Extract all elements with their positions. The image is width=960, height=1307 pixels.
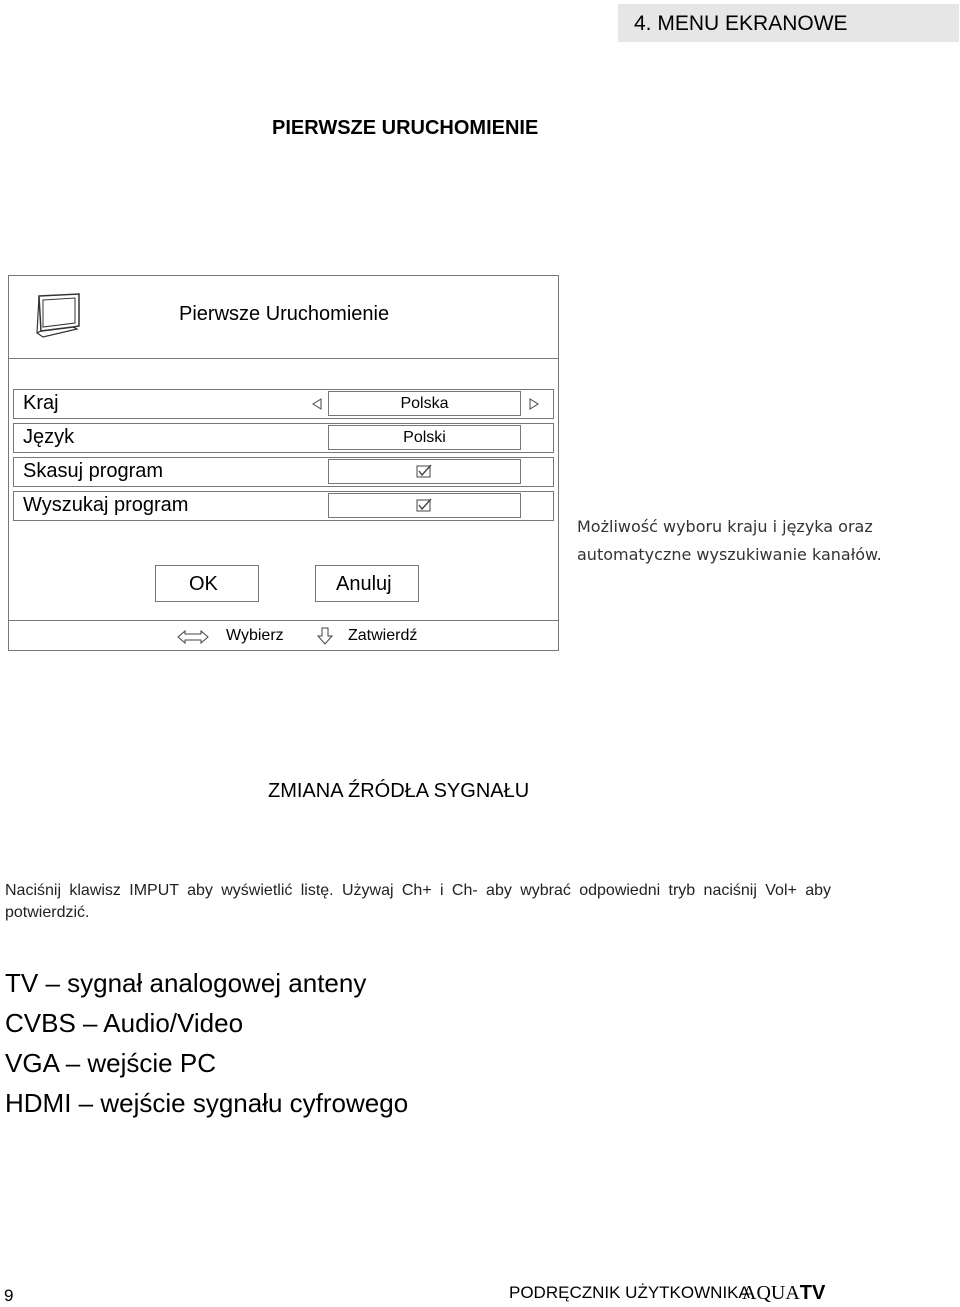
list-item: CVBS – Audio/Video (5, 1008, 244, 1038)
list-item: HDMI – wejście sygnału cyfrowego (5, 1088, 409, 1118)
page-number: 9 (4, 1286, 14, 1305)
footer-confirm-label: Zatwierdź (348, 627, 418, 644)
menu-title: Pierwsze Uruchomienie (179, 303, 390, 325)
row-label: Wyszukaj program (23, 494, 189, 516)
ok-button[interactable]: OK (155, 565, 259, 602)
list-item: VGA – wejście PC (5, 1048, 216, 1078)
left-right-arrow-icon (177, 629, 209, 645)
search-programs-checkbox[interactable] (328, 493, 521, 518)
row-language[interactable] (13, 423, 554, 453)
brand-part-2: TV (799, 1282, 826, 1304)
language-select[interactable]: Polski (328, 425, 521, 450)
footer-text: PODRĘCZNIK UŻYTKOWNIKA (509, 1283, 750, 1302)
brand-logo (742, 1282, 825, 1305)
source-list (5, 963, 408, 1123)
side-note: Możliwość wyboru kraju i języka oraz automatyczne wyszukiwanie kanałów. (577, 517, 882, 564)
delete-programs-checkbox[interactable] (328, 459, 521, 484)
country-select[interactable]: Polska (328, 391, 521, 416)
tv-icon (33, 293, 85, 339)
menu-footer (9, 620, 558, 652)
down-arrow-icon (317, 627, 333, 645)
instruction-paragraph: Naciśnij klawisz IMPUT aby wyświetlić listę. Używaj Ch+ i Ch- aby wybrać odpowiedni tryb naciśnij Vol+ aby potwierdzić. (5, 882, 831, 921)
first-run-menu (8, 275, 559, 651)
row-label: Kraj (23, 392, 59, 414)
checkbox-icon (416, 464, 432, 478)
row-delete-programs[interactable] (13, 457, 554, 487)
brand-part-1: AQUA (742, 1282, 800, 1304)
triangle-right-icon[interactable] (529, 398, 539, 410)
row-search-programs[interactable] (13, 491, 554, 521)
menu-header (9, 276, 558, 359)
row-label: Język (23, 426, 75, 448)
chapter-heading: 4. MENU EKRANOWE (618, 4, 959, 42)
checkbox-icon (416, 498, 432, 512)
list-item: TV – sygnał analogowej anteny (5, 968, 367, 998)
footer-select-label: Wybierz (226, 627, 284, 644)
row-label: Skasuj program (23, 460, 164, 482)
section-title-first-run: PIERWSZE URUCHOMIENIE (272, 117, 539, 139)
triangle-left-icon[interactable] (312, 398, 322, 410)
section-title-source: ZMIANA ŹRÓDŁA SYGNAŁU (268, 780, 530, 802)
cancel-button[interactable]: Anuluj (315, 565, 419, 602)
row-country[interactable] (13, 389, 554, 419)
